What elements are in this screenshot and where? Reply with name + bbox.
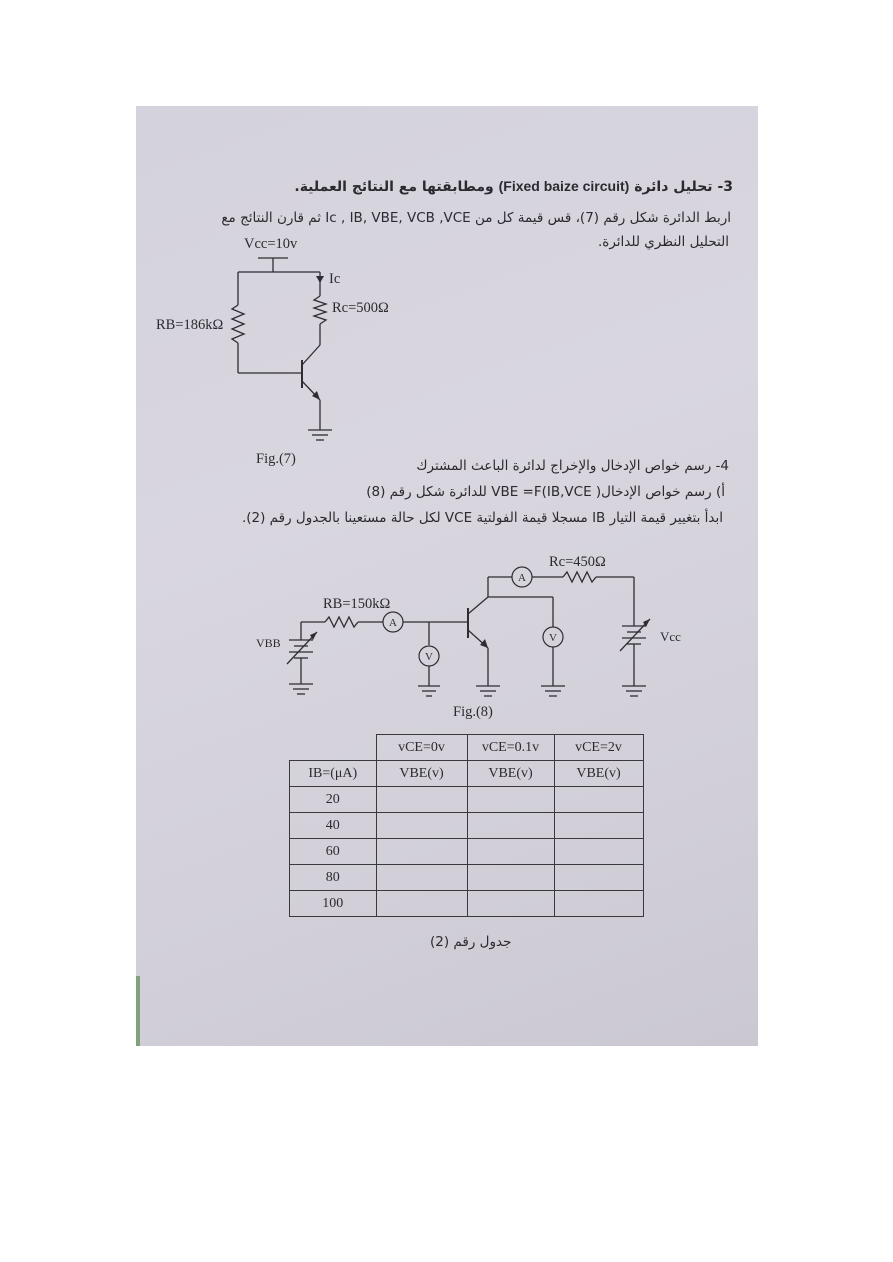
- table-ib-value: 100: [290, 891, 377, 917]
- fig8-base-ammeter-glyph: A: [389, 617, 397, 629]
- table-empty-cell: [376, 865, 467, 891]
- instruction-line-2: التحليل النظري للدائرة.: [597, 234, 729, 250]
- table-ib-value: 60: [290, 839, 377, 865]
- table-group-header: vCE=0.1v: [467, 735, 554, 761]
- table-corner-cell: [290, 735, 377, 761]
- fig7-rb-label: RB=186kΩ: [156, 317, 224, 333]
- table-empty-cell: [467, 839, 554, 865]
- table-ib-value: 40: [290, 813, 377, 839]
- instruction-line-1: اربط الدائرة شكل رقم (7)، قس قيمة كل من Ic , IB, VBE, VCB ,VCE ثم قارن النتائج مع: [221, 210, 731, 226]
- fig8-base-voltmeter-glyph: V: [425, 651, 433, 663]
- table-ib-value: 20: [290, 787, 377, 813]
- table-empty-cell: [554, 787, 643, 813]
- table-empty-cell: [554, 839, 643, 865]
- table-column-header-row: [290, 761, 644, 787]
- table-empty-cell: [554, 891, 643, 917]
- table-row: [290, 813, 644, 839]
- table-empty-cell: [554, 813, 643, 839]
- fig8-vcc-label: Vcc: [660, 629, 681, 644]
- table-empty-cell: [467, 891, 554, 917]
- table-row: [290, 865, 644, 891]
- table-empty-cell: [467, 787, 554, 813]
- table-group-header-row: [290, 735, 644, 761]
- section4-line-2: أ) رسم خواص الإدخال( VBE =F(IB,VCE للدائرة شكل رقم (8): [366, 484, 725, 500]
- table-empty-cell: [376, 839, 467, 865]
- table-column-header: VBE(v): [554, 761, 643, 787]
- fig8-collector-ammeter-glyph: A: [518, 572, 526, 584]
- table-empty-cell: [376, 787, 467, 813]
- table-empty-cell: [554, 865, 643, 891]
- table-row: [290, 891, 644, 917]
- table-empty-cell: [376, 891, 467, 917]
- table-empty-cell: [467, 813, 554, 839]
- fig8-caption: Fig.(8): [453, 704, 493, 720]
- section3-number: 3-: [717, 179, 733, 195]
- section3-title-en: (Fixed baize circuit): [498, 178, 630, 194]
- section4-line-3: ابدأ بتغيير قيمة التيار IB مسجلا قيمة الفولتية VCE لكل حالة مستعينا بالجدول رقم (2).: [241, 510, 723, 526]
- section3-title-ar-1: تحليل دائرة: [634, 179, 713, 195]
- data-table-2: [289, 734, 644, 917]
- fig7-ic-label: Ic: [329, 271, 341, 287]
- fig7-caption: Fig.(7): [256, 451, 296, 467]
- section3-heading: [294, 178, 733, 195]
- fig8-collector-voltmeter-glyph: V: [549, 632, 557, 644]
- fig8-rb-label: RB=150kΩ: [323, 596, 391, 612]
- fig7-vcc-label: Vcc=10v: [244, 236, 298, 252]
- table-empty-cell: [467, 865, 554, 891]
- table-empty-cell: [376, 813, 467, 839]
- table-column-header: VBE(v): [467, 761, 554, 787]
- table-row: [290, 787, 644, 813]
- table-row: [290, 839, 644, 865]
- table-group-header: vCE=0v: [376, 735, 467, 761]
- section4-line-1: 4- رسم خواص الإدخال والإخراج لدائرة الباعث المشترك: [416, 458, 729, 474]
- page-edge-strip: [136, 976, 140, 1046]
- fig7-rc-label: Rc=500Ω: [332, 300, 389, 316]
- table-row-header: IB=(μA): [290, 761, 377, 787]
- table-group-header: vCE=2v: [554, 735, 643, 761]
- section3-title-ar-2: ومطابقتها مع النتائج العملية.: [294, 179, 494, 195]
- table-caption: جدول رقم (2): [430, 934, 512, 950]
- fig8-vbb-label: VBB: [256, 636, 281, 650]
- table-column-header: VBE(v): [376, 761, 467, 787]
- fig8-rc-label: Rc=450Ω: [549, 554, 606, 570]
- table-ib-value: 80: [290, 865, 377, 891]
